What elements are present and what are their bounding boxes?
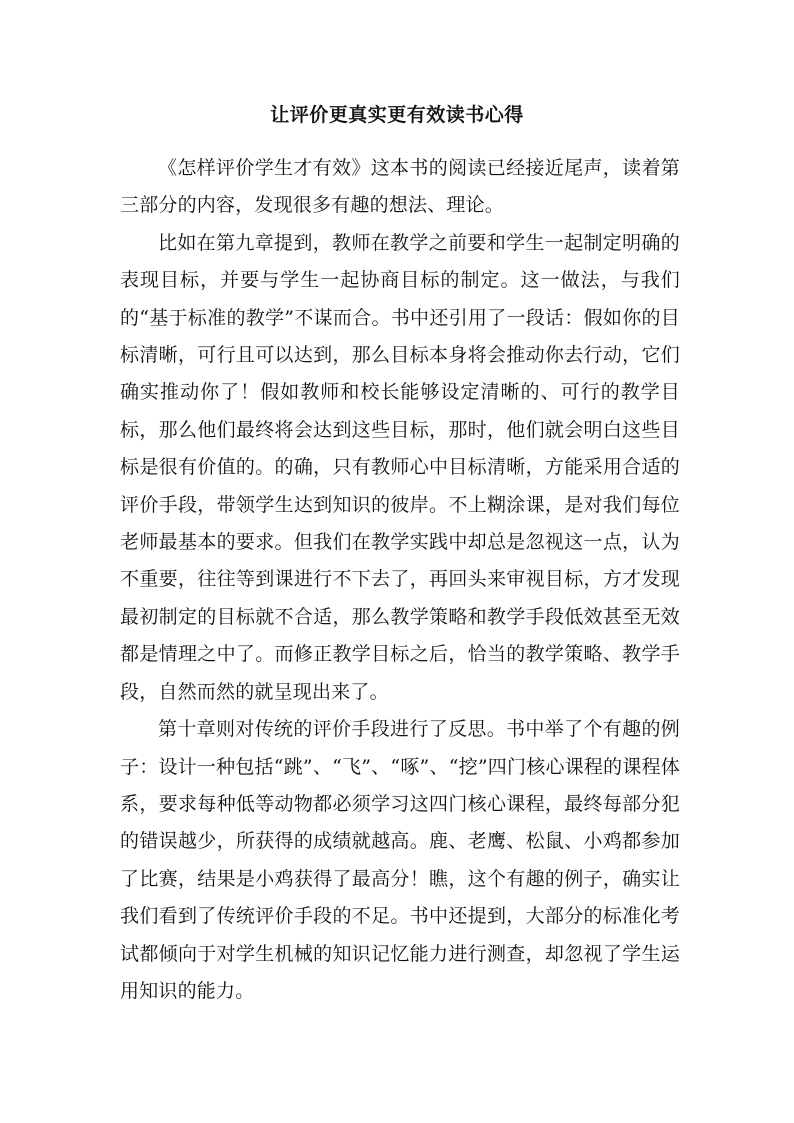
- paragraph-intro: 《怎样评价学生才有效》这本书的阅读已经接近尾声，读着第三部分的内容，发现很多有趣的想法、理论。: [120, 157, 680, 217]
- document-body: [120, 150, 680, 1010]
- paragraph-chapter-ten: 第十章则对传统的评价手段进行了反思。书中举了个有趣的例子：设计一种包括“跳”、“飞”、“啄”、“挖”四门核心课程的课程体系，要求每种低等动物都必须学习这四门核心课程，最终每部分犯的错误越少，所获得的成绩就越高。鹿、老鹰、松鼠、小鸡都参加了比赛，结果是小鸡获得了最高分！瞧，这个有趣的例子，确实让我们看到了传统评价手段的不足。书中还提到，大部分的标准化考试都倾向于对学生机械的知识记忆能力进行测查，却忽视了学生运用知识的能力。: [120, 718, 680, 1002]
- document-title: 让评价更真实更有效读书心得: [270, 104, 524, 126]
- paragraph-chapter-nine: 比如在第九章提到，教师在教学之前要和学生一起制定明确的表现目标，并要与学生一起协商目标的制定。这一做法，与我们的“基于标准的教学”不谋而合。书中还引用了一段话：假如你的目标清晰，可行且可以达到，那么目标本身将会推动你去行动，它们确实推动你了！假如教师和校长能够设定清晰的、可行的教学目标，那么他们最终将会达到这些目标，那时，他们就会明白这些目标是很有价值的。的确，只有教师心中目标清晰，方能采用合适的评价手段，带领学生达到知识的彼岸。不上糊涂课，是对我们每位老师最基本的要求。但我们在教学实践中却总是忽视这一点，认为不重要，往往等到课进行不下去了，再回头来审视目标，方才发现最初制定的目标就不合适，那么教学策略和教学手段低效甚至无效都是情理之中了。而修正教学目标之后，恰当的教学策略、教学手段，自然而然的就呈现出来了。: [120, 231, 680, 703]
